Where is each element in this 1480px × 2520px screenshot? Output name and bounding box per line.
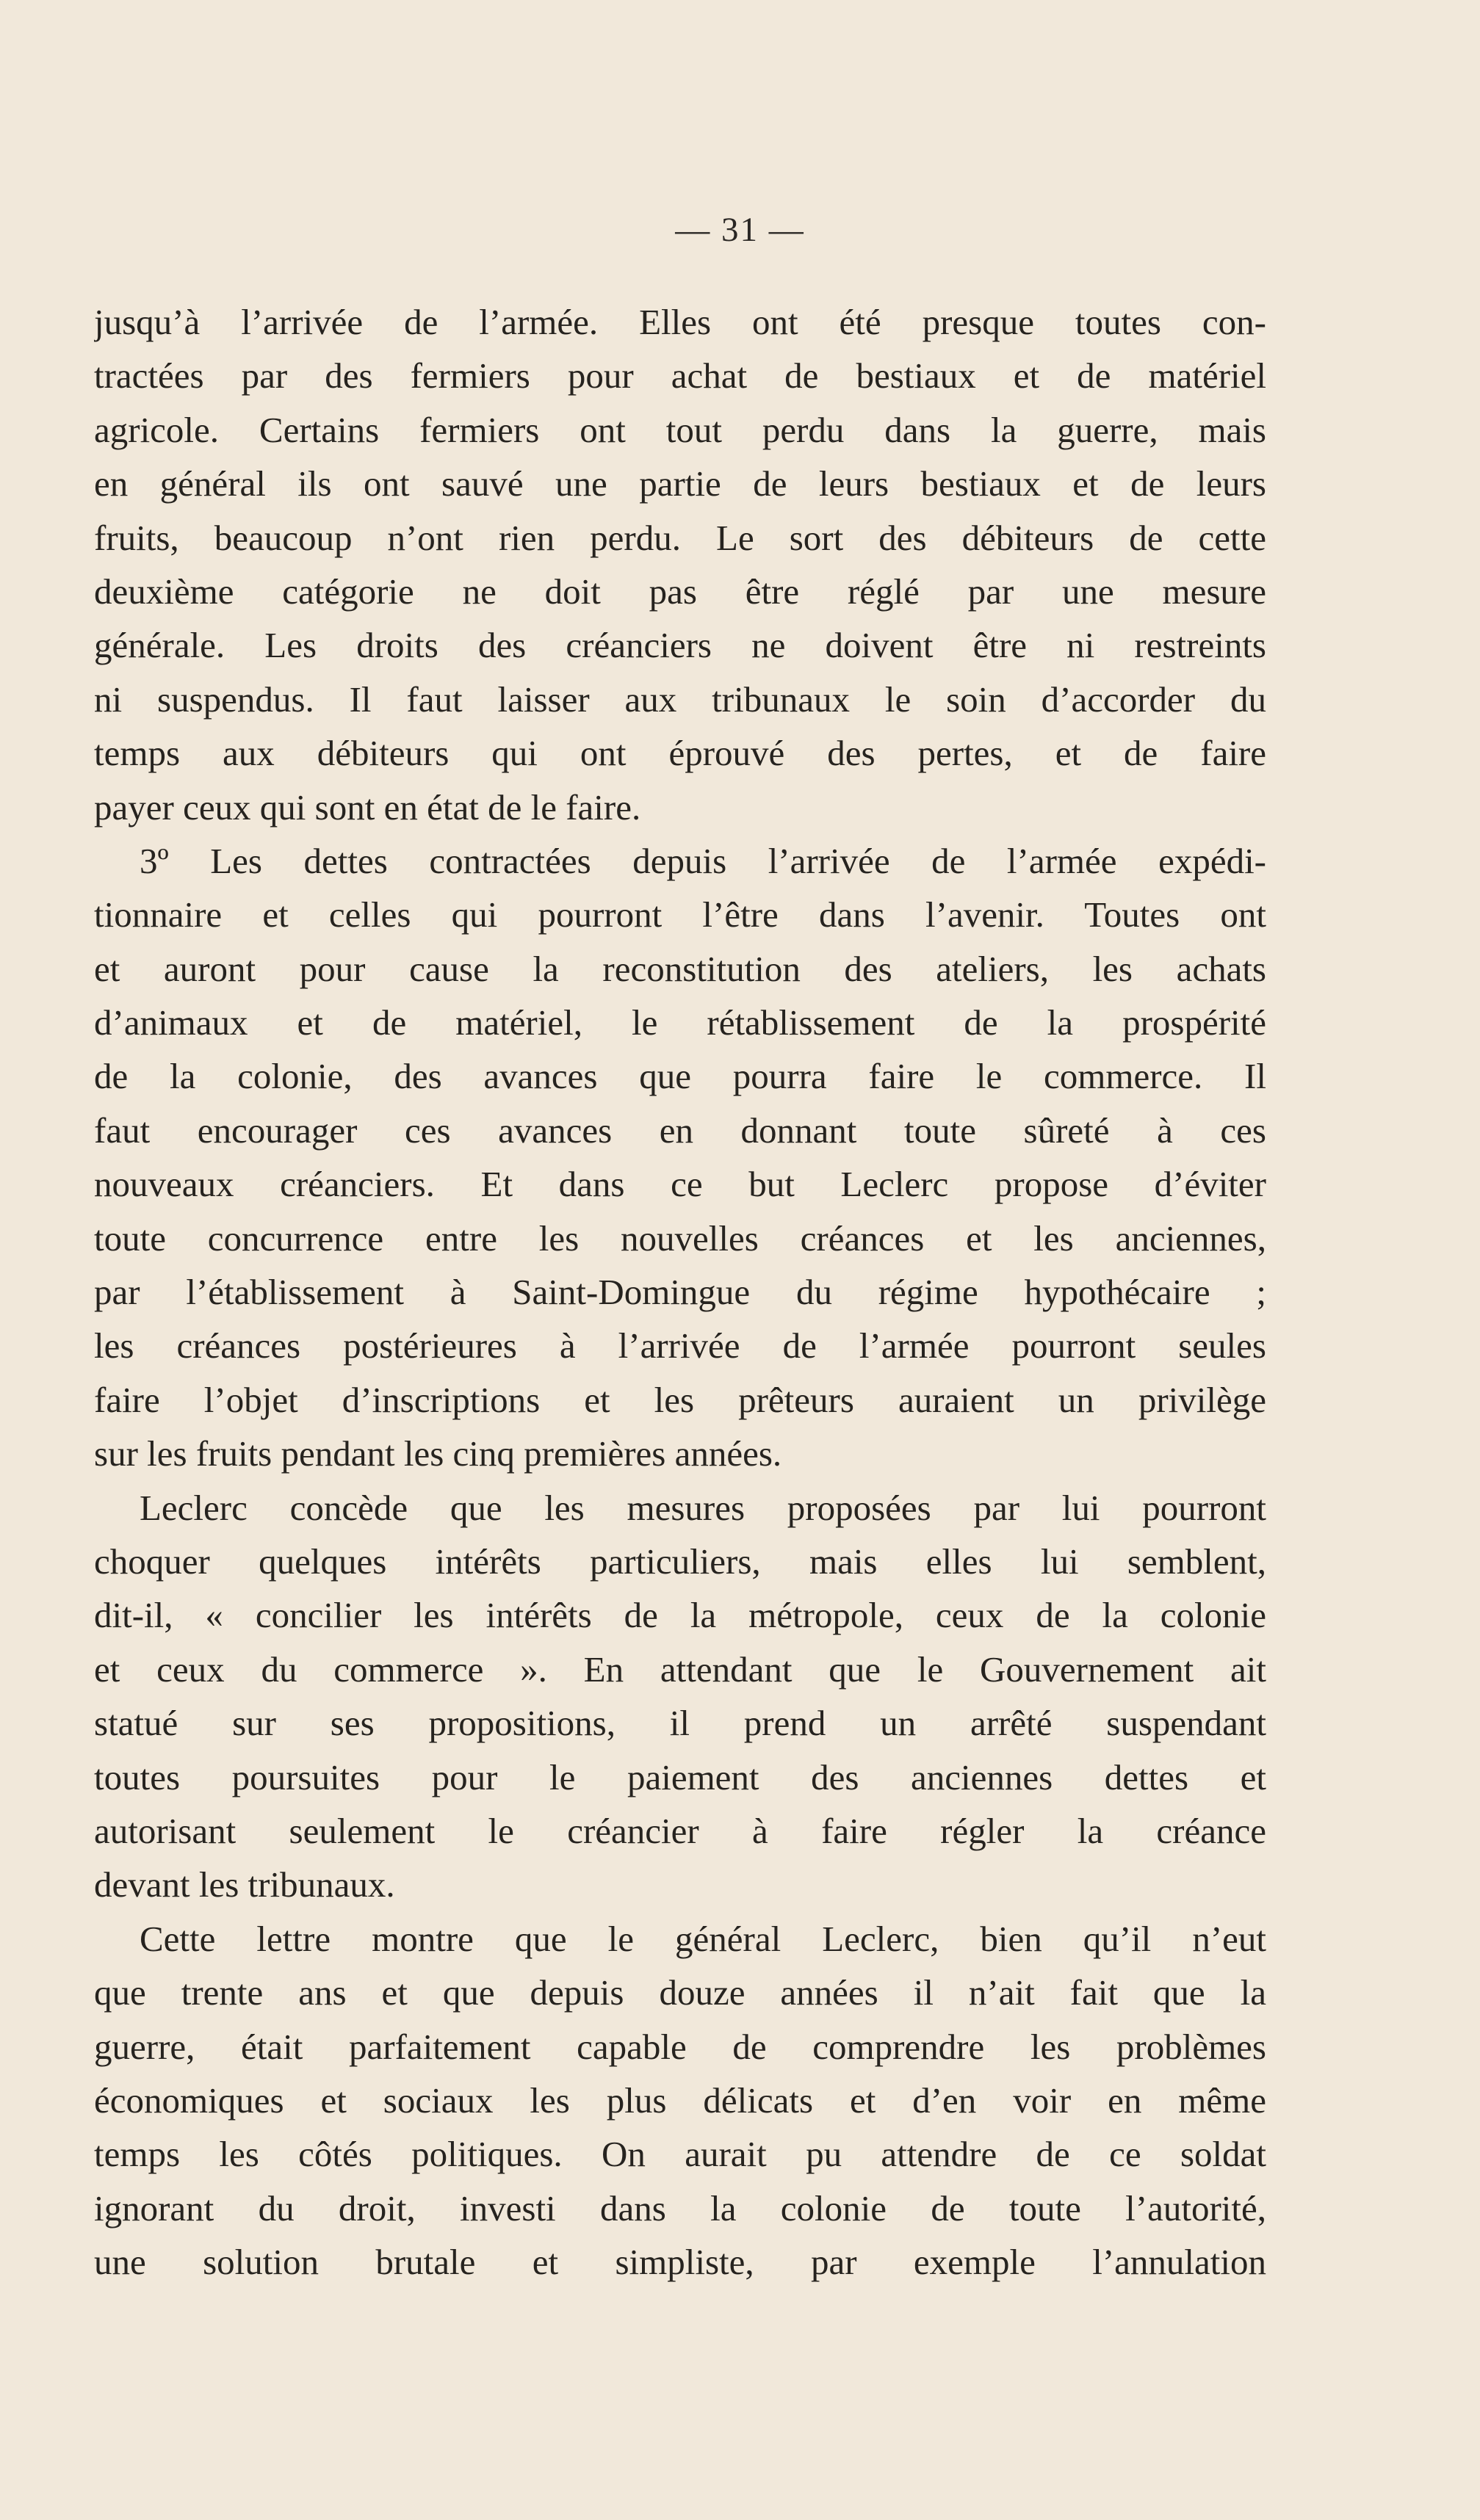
text-line: toute concurrence entre les nouvelles créances et les anciennes, xyxy=(94,1217,1266,1259)
text-line: dit-il, « concilier les intérêts de la métropole, ceux de la colonie xyxy=(94,1595,1266,1636)
text-line: temps aux débiteurs qui ont éprouvé des pertes, et de faire xyxy=(94,733,1266,774)
text-line: guerre, était parfaitement capable de comprendre les problèmes xyxy=(94,2026,1266,2067)
text-line: toutes poursuites pour le paiement des anciennes dettes et xyxy=(94,1756,1266,1797)
text-line: en général ils ont sauvé une partie de leurs bestiaux et de leurs xyxy=(94,463,1266,504)
text-line: par l’établissement à Saint-Domingue du régime hypothécaire ; xyxy=(94,1272,1266,1313)
text-line: agricole. Certains fermiers ont tout perdu dans la guerre, mais xyxy=(94,409,1266,450)
text-line: nouveaux créanciers. Et dans ce but Leclerc propose d’éviter xyxy=(94,1164,1266,1205)
text-line: une solution brutale et simpliste, par exemple l’annulation xyxy=(94,2242,1266,2283)
text-line: choquer quelques intérêts particuliers, mais elles lui semblent, xyxy=(94,1540,1266,1582)
text-line: d’animaux et de matériel, le rétablissement de la prospérité xyxy=(94,1002,1266,1043)
text-line: ignorant du droit, investi dans la colonie de toute l’autorité, xyxy=(94,2187,1266,2228)
text-line: générale. Les droits des créanciers ne doivent être ni restreints xyxy=(94,625,1266,666)
text-line: économiques et sociaux les plus délicats et d’en voir en même xyxy=(94,2079,1266,2121)
text-line: payer ceux qui sont en état de le faire. xyxy=(94,786,641,828)
text-line: temps les côtés politiques. On aurait pu attendre de ce soldat xyxy=(94,2134,1266,2175)
text-line: faire l’objet d’inscriptions et les prêteurs auraient un privilège xyxy=(94,1379,1266,1420)
text-line: faut encourager ces avances en donnant toute sûreté à ces xyxy=(94,1109,1266,1151)
text-line: que trente ans et que depuis douze années il n’ait fait que la xyxy=(94,1972,1266,2013)
text-line: Cette lettre montre que le général Leclerc, bien qu’il n’eut xyxy=(140,1918,1266,1959)
text-line: de la colonie, des avances que pourra faire le commerce. Il xyxy=(94,1056,1266,1097)
page-number: — 31 — xyxy=(675,211,805,249)
text-line: 3º Les dettes contractées depuis l’arrivée de l’armée expédi- xyxy=(140,840,1266,881)
text-line: et auront pour cause la reconstitution des ateliers, les achats xyxy=(94,948,1266,989)
text-line: tionnaire et celles qui pourront l’être dans l’avenir. Toutes ont xyxy=(94,894,1266,935)
text-line: jusqu’à l’arrivée de l’armée. Elles ont été presque toutes con- xyxy=(94,302,1266,342)
text-line: Leclerc concède que les mesures proposées par lui pourront xyxy=(140,1487,1266,1528)
text-line: statué sur ses propositions, il prend un arrêté suspendant xyxy=(94,1703,1266,1744)
text-line: les créances postérieures à l’arrivée de l’armée pourront seules xyxy=(94,1325,1266,1366)
text-line: fruits, beaucoup n’ont rien perdu. Le sort des débiteurs de cette xyxy=(94,517,1266,558)
text-line: tractées par des fermiers pour achat de bestiaux et de matériel xyxy=(94,355,1266,397)
text-line: ni suspendus. Il faut laisser aux tribunaux le soin d’accorder du xyxy=(94,678,1266,720)
body-text xyxy=(94,295,1266,2289)
text-line: sur les fruits pendant les cinq premières années. xyxy=(94,1433,782,1474)
text-line: deuxième catégorie ne doit pas être réglé par une mesure xyxy=(94,571,1266,612)
text-line: et ceux du commerce ». En attendant que le Gouvernement ait xyxy=(94,1648,1266,1690)
text-line: devant les tribunaux. xyxy=(94,1864,395,1905)
text-line: autorisant seulement le créancier à faire régler la créance xyxy=(94,1810,1266,1851)
